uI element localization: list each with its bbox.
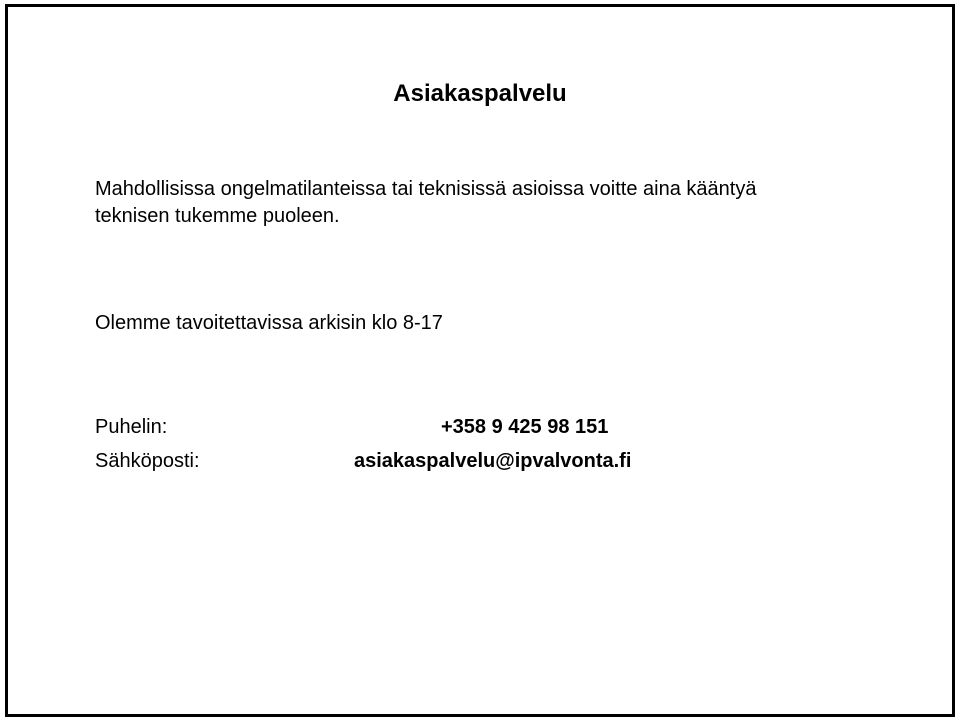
email-label: Sähköposti: xyxy=(95,450,200,472)
intro-line-1: Mahdollisissa ongelmatilanteissa tai teknisissä asioissa voitte aina kääntyä xyxy=(95,178,757,200)
intro-line-2: teknisen tukemme puoleen. xyxy=(95,205,340,227)
phone-number: +358 9 425 98 151 xyxy=(441,416,609,438)
email-address: asiakaspalvelu@ipvalvonta.fi xyxy=(354,450,632,472)
page-title: Asiakaspalvelu xyxy=(393,80,567,107)
phone-label: Puhelin: xyxy=(95,416,168,438)
page-frame xyxy=(5,4,955,717)
opening-hours-text: Olemme tavoitettavissa arkisin klo 8-17 xyxy=(95,312,443,334)
intro-paragraph xyxy=(95,176,756,230)
